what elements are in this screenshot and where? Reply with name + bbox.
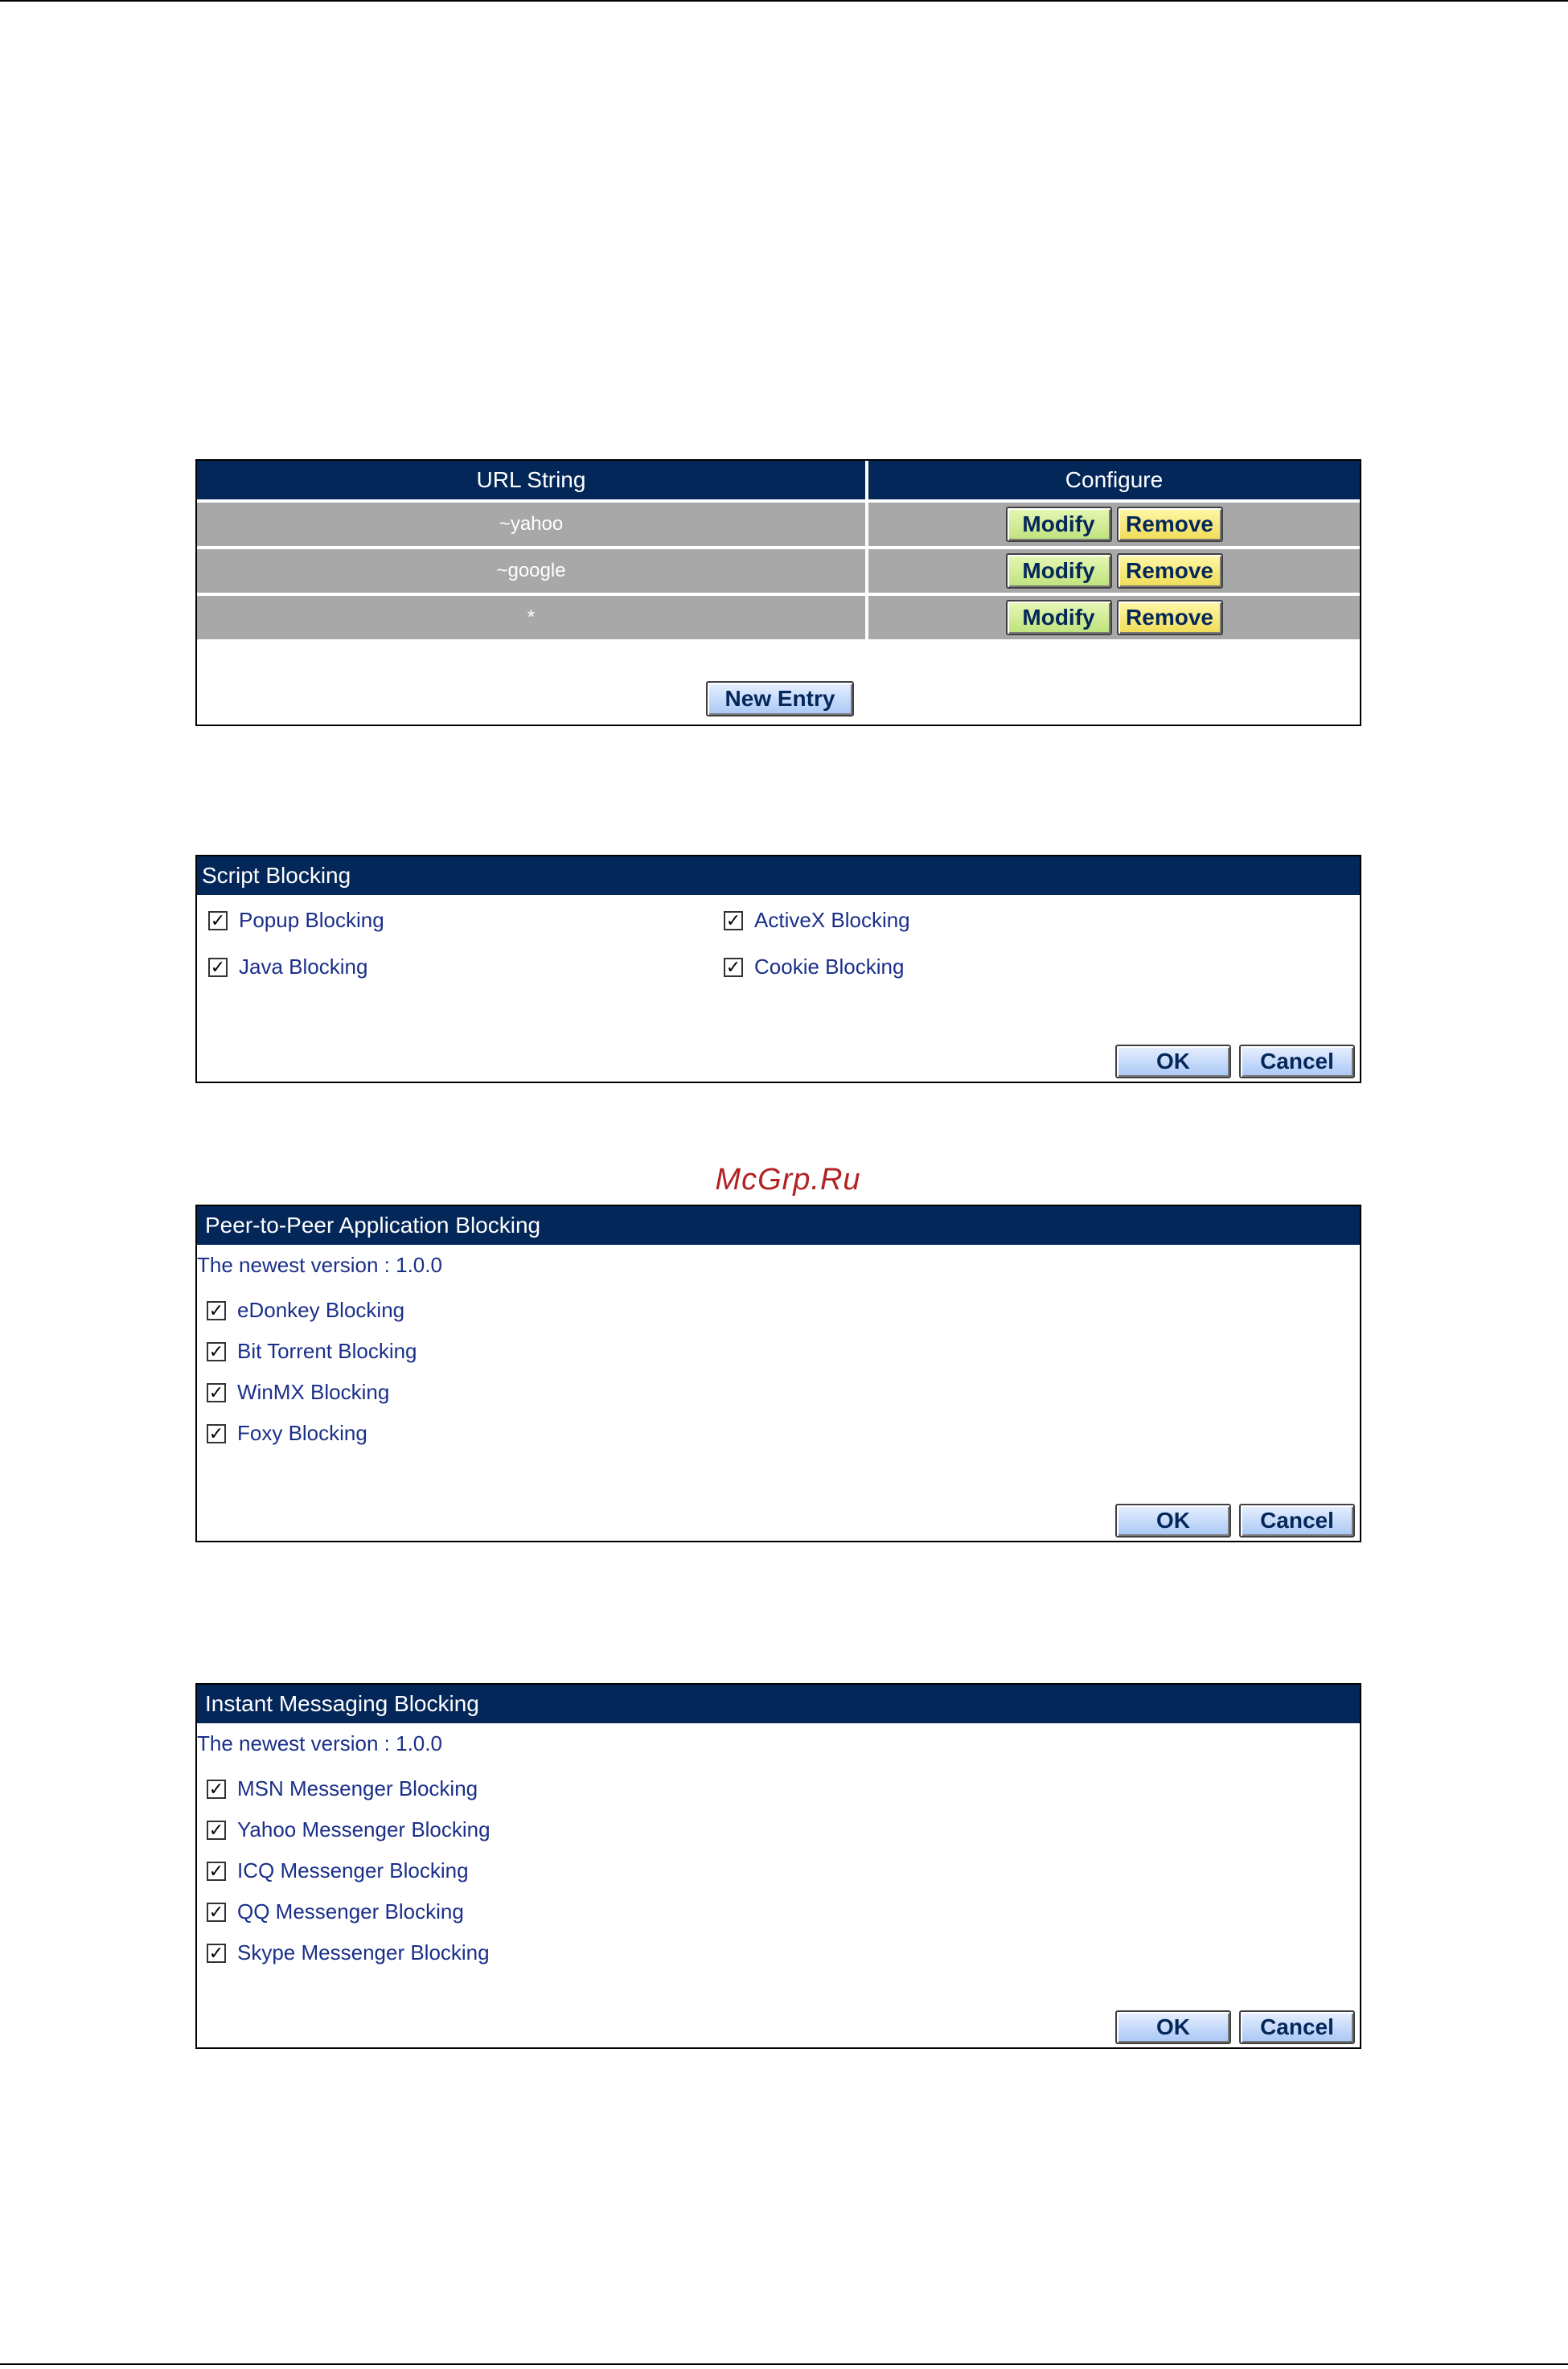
script-blocking-panel — [195, 855, 1361, 1083]
im-blocking-panel — [195, 1683, 1361, 2049]
new-entry-button[interactable]: New Entry — [706, 681, 854, 716]
check-icon[interactable]: ✓ — [207, 1424, 226, 1443]
url-blocking-table — [195, 459, 1361, 726]
check-icon[interactable]: ✓ — [207, 1301, 226, 1320]
panel-title: Instant Messaging Blocking — [197, 1685, 1360, 1723]
table-row — [197, 503, 1360, 546]
url-table-footer — [197, 639, 1360, 723]
check-icon[interactable]: ✓ — [207, 1342, 226, 1361]
top-rule — [0, 0, 1568, 2]
check-icon[interactable]: ✓ — [208, 958, 228, 977]
option-label: Java Blocking — [239, 955, 368, 979]
option-label: Yahoo Messenger Blocking — [237, 1817, 491, 1841]
option-label: Bit Torrent Blocking — [237, 1339, 417, 1363]
msn-blocking-option[interactable] — [207, 1776, 478, 1801]
option-label: Popup Blocking — [239, 908, 384, 932]
configure-cell — [868, 549, 1360, 593]
option-label: ICQ Messenger Blocking — [237, 1858, 469, 1882]
check-icon[interactable]: ✓ — [207, 1903, 226, 1922]
ok-button[interactable]: OK — [1115, 1045, 1231, 1078]
java-blocking-option[interactable] — [208, 955, 367, 979]
check-icon[interactable]: ✓ — [208, 911, 228, 930]
modify-button[interactable]: Modify — [1006, 600, 1112, 635]
check-icon[interactable]: ✓ — [207, 1944, 226, 1963]
activex-blocking-option[interactable] — [724, 908, 910, 933]
winmx-blocking-option[interactable] — [207, 1380, 389, 1405]
bittorrent-blocking-option[interactable] — [207, 1339, 417, 1364]
ok-button[interactable]: OK — [1115, 1504, 1231, 1538]
remove-button[interactable]: Remove — [1117, 600, 1223, 635]
url-cell: ~google — [197, 549, 868, 593]
edonkey-blocking-option[interactable] — [207, 1298, 404, 1323]
cancel-button[interactable]: Cancel — [1239, 1504, 1355, 1538]
foxy-blocking-option[interactable] — [207, 1421, 367, 1446]
option-label: QQ Messenger Blocking — [237, 1899, 464, 1924]
modify-button[interactable]: Modify — [1006, 507, 1112, 542]
configure-header: Configure — [1065, 467, 1164, 492]
url-string-header: URL String — [197, 461, 868, 499]
popup-blocking-option[interactable] — [208, 908, 384, 933]
option-label: Cookie Blocking — [754, 955, 905, 979]
remove-button[interactable]: Remove — [1117, 553, 1223, 589]
url-cell: * — [197, 596, 868, 639]
check-icon[interactable]: ✓ — [207, 1821, 226, 1840]
button-row — [1115, 1504, 1355, 1538]
watermark-text: McGrp.Ru — [715, 1163, 861, 1197]
option-label: Foxy Blocking — [237, 1421, 367, 1445]
option-label: WinMX Blocking — [237, 1380, 390, 1404]
option-label: eDonkey Blocking — [237, 1298, 405, 1322]
table-row — [197, 549, 1360, 593]
check-icon[interactable]: ✓ — [207, 1383, 226, 1402]
check-icon[interactable]: ✓ — [724, 911, 743, 930]
option-label: Skype Messenger Blocking — [237, 1940, 490, 1965]
yahoo-messenger-blocking-option[interactable] — [207, 1817, 491, 1842]
modify-button[interactable]: Modify — [1006, 553, 1112, 589]
qq-blocking-option[interactable] — [207, 1899, 464, 1924]
table-row — [197, 596, 1360, 639]
cancel-button[interactable]: Cancel — [1239, 2010, 1355, 2044]
version-text: The newest version : 1.0.0 — [197, 1731, 442, 1755]
check-icon[interactable]: ✓ — [207, 1862, 226, 1881]
configure-cell — [868, 503, 1360, 546]
bottom-rule — [0, 2363, 1568, 2365]
url-table-header — [197, 461, 1360, 499]
check-icon[interactable]: ✓ — [724, 958, 743, 977]
button-row — [1115, 2010, 1355, 2044]
icq-blocking-option[interactable] — [207, 1858, 469, 1883]
configure-cell — [868, 596, 1360, 639]
skype-blocking-option[interactable] — [207, 1940, 490, 1965]
cookie-blocking-option[interactable] — [724, 955, 904, 979]
url-cell: ~yahoo — [197, 503, 868, 546]
panel-title: Peer-to-Peer Application Blocking — [197, 1206, 1360, 1245]
p2p-blocking-panel — [195, 1205, 1361, 1542]
cancel-button[interactable]: Cancel — [1239, 1045, 1355, 1078]
check-icon[interactable]: ✓ — [207, 1780, 226, 1799]
panel-title: Script Blocking — [197, 856, 1360, 895]
button-row — [1115, 1045, 1355, 1078]
option-label: MSN Messenger Blocking — [237, 1776, 478, 1800]
version-text: The newest version : 1.0.0 — [197, 1253, 442, 1277]
option-label: ActiveX Blocking — [754, 908, 910, 932]
ok-button[interactable]: OK — [1115, 2010, 1231, 2044]
remove-button[interactable]: Remove — [1117, 507, 1223, 542]
